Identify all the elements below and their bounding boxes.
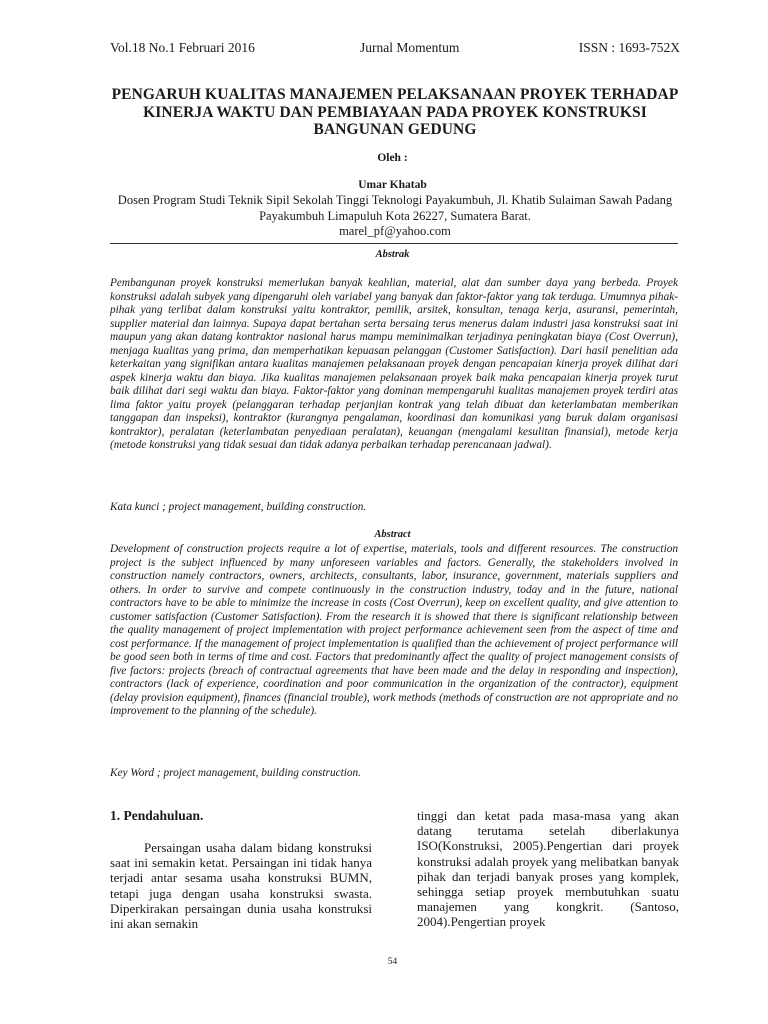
abstract-body: Development of construction projects require a lot of expertise, materials, tools and different resources. The construction project is the subject influenced by many unforeseen variables and factors. Generally, the stakeholders involved in construction namely contractors, owners, architects, consultants, labor, insurance, government, materials suppliers and others. In order to survive and compete continuously in the construction industry, today and in the future, national contractors have to be able to minimize the increase in costs (Cost Overrun), keep on excellent quality, and give attention to customer satisfaction (Customer Satisfaction). From the research it is showed that there is significant relationship between the quality management of project implementation with project performance achievement seen from the aspect of time and cost performance. If the management of project implementation is qualified than the achievement of project performance will be good seen both in terms of time and cost. Factors that predominantly affect the quality of project management consists of five factors: projects (breach of contractual agreements that have been made and the delay in responding and inspection), contractors (lack of experience, coordination and poor communication in the organization of the contractor), equipment (delay provision equipment), finances (financial trouble), work methods (methods of construction are not appropriate and no improvement to the planning of the schedule). xyxy=(110,543,678,717)
author-name: Umar Khatab xyxy=(358,179,427,191)
author-email: marel_pf@yahoo.com xyxy=(339,224,451,238)
kata-kunci: Kata kunci ; project management, building construction. xyxy=(110,501,367,513)
volume-info: Vol.18 No.1 Februari 2016 xyxy=(110,40,255,55)
byline-label: Oleh : xyxy=(377,152,408,164)
abstrak-heading: Abstrak xyxy=(375,249,410,260)
section-divider xyxy=(110,243,678,244)
page-number: 54 xyxy=(387,957,398,967)
abstrak-body: Pembangunan proyek konstruksi memerlukan banyak keahlian, material, alat dan sumber daya yang berbeda. Proyek konstruksi adalah subyek yang dipengaruhi oleh variabel yang banyak dan faktor-faktor yang tak terduga. Umumnya pihak-pihak yang terlibat dalam konstruksi yaitu kontraktor, pemilik, arsitek, konsultan, tenaga kerja, asuransi, pemerintah, supplier material dan lainnya. Supaya dapat bertahan serta bersaing terus menerus dalam industri jasa konstruksi saat ini maupun yang akan datang kontraktor nasional harus mampu meminimalkan terjadinya peningkatan biaya (Cost Overrun), menjaga kualitas yang prima, dan memperhatikan kepuasan pelanggan (Customer Satisfaction). Dari hasil penelitian ada keterkaitan yang signifikan antara kualitas manajemen pelaksanaan proyek dengan pencapaian kinerja proyek dilihat dari aspek kinerja waktu dan biaya. Jika kualitas manajemen pelaksanaan proyek baik maka pencapaian kinerja proyek turut baik dilihat dari segi waktu dan biaya. Faktor-faktor yang dominan mempengaruhi kualitas manajemen proyek terdiri atas lima faktor yaitu proyek (pelanggaran terhadap perjanjian kontrak yang telah dibuat dan keterlambatan memberikan tanggapan dan inspeksi), kontraktor (kurangnya pengalaman, koordinasi dan komunikasi yang buruk dalam organisasi kontraktor), peralatan (keterlambatan penyediaan peralatan), keuangan (mengalami kesulitan finansial), metode kerja (metode konstruksi yang tidak sesuai dan tidak adanya perbaikan terhadap perencanaan jadwal). xyxy=(110,277,678,451)
running-header xyxy=(110,40,680,56)
paper-title: PENGARUH KUALITAS MANAJEMEN PELAKSANAAN PROYEK TERHADAP KINERJA WAKTU DAN PEMBIAYAAN PADA PROYEK KONSTRUKSI BANGUNAN GEDUNG xyxy=(111,86,679,138)
right-column xyxy=(417,808,679,930)
author-affiliation: Dosen Program Studi Teknik Sipil Sekolah Tinggi Teknologi Payakumbuh, Jl. Khatib Sulaiman Sawah Padang Payakumbuh Limapuluh Kota 26227, Sumatera Barat. xyxy=(117,193,673,223)
intro-paragraph-right: tinggi dan ketat pada masa-masa yang akan datang terutama setelah diberlakunya ISO(Konstruksi, 2005).Pengertian dari proyek konstruksi adalah proyek yang melibatkan banyak pihak dan terjadi banyak proses yang komplek, sehingga setiap proyek membutuhkan suatu manajemen yang kongkrit. (Santoso, 2004).Pengertian proyek xyxy=(417,808,679,930)
intro-paragraph-left: Persaingan usaha dalam bidang konstruksi saat ini semakin ketat. Persaingan ini tidak hanya terjadi antar sesama usaha konstruksi BUMN, tetapi juga dengan usaha konstruksi swasta. Diperkirakan persaingan dunia usaha konstruksi ini akan semakin xyxy=(110,840,372,932)
abstract-heading: Abstract xyxy=(374,529,411,540)
left-column xyxy=(110,808,372,931)
journal-name: Jurnal Momentum xyxy=(360,40,460,55)
author-affiliation-block xyxy=(110,193,680,240)
key-words: Key Word ; project management, building construction. xyxy=(110,767,362,779)
issn: ISSN : 1693-752X xyxy=(578,40,680,55)
section-heading: 1. Pendahuluan. xyxy=(110,808,204,823)
